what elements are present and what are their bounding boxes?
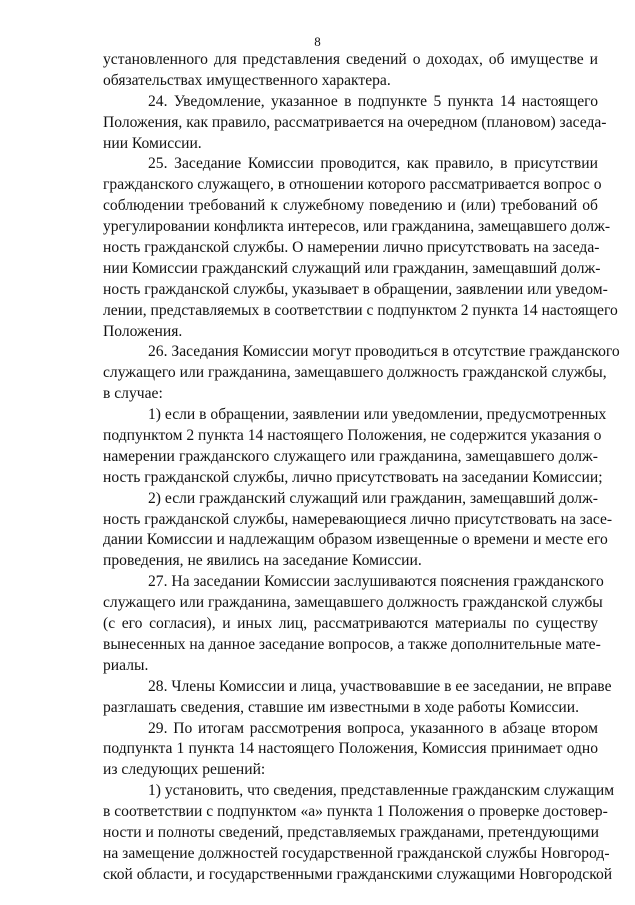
text-line: Положения. bbox=[103, 322, 183, 340]
text-line: подпунктом 2 пункта 14 настоящего Положения, не содержится указания о bbox=[103, 427, 602, 445]
text-line: подпункта 1 пункта 14 настоящего Положения, Комиссия принимает одно bbox=[103, 740, 598, 758]
text-line: гражданского служащего, в отношении которого рассматривается вопрос о bbox=[103, 176, 602, 194]
text-line: 26. Заседания Комиссии могут проводиться в отсутствие гражданского bbox=[148, 343, 620, 361]
text-line: ность гражданской службы. О намерении лично присутствовать на заседа- bbox=[103, 239, 600, 257]
text-line: служащего или гражданина, замещавшего должность гражданской службы bbox=[103, 594, 603, 612]
text-line: нии Комиссии гражданский служащий или гражданин, замещавший долж- bbox=[103, 259, 601, 277]
text-line: служащего или гражданина, замещавшего должность гражданской службы, bbox=[103, 364, 607, 382]
text-line: 25. Заседание Комиссии проводится, как правило, в присутствии bbox=[148, 155, 598, 173]
text-line: установленного для представления сведений о доходах, об имуществе и bbox=[103, 51, 598, 68]
text-line: 29. По итогам рассмотрения вопроса, указанного в абзаце втором bbox=[148, 719, 598, 737]
text-line: урегулировании конфликта интересов, или гражданина, замещавшего долж- bbox=[103, 218, 611, 236]
text-line: ность гражданской службы, лично присутствовать на заседании Комиссии; bbox=[103, 468, 603, 486]
text-line: 1) установить, что сведения, представленные гражданским служащим bbox=[148, 782, 615, 800]
text-line: в соответствии с подпунктом «а» пункта 1 Положения о проверке достовер- bbox=[103, 803, 608, 821]
text-line: 24. Уведомление, указанное в подпункте 5 пункта 14 настоящего bbox=[148, 92, 598, 110]
text-line: риалы. bbox=[103, 656, 149, 674]
text-line: обязательствах имущественного характера. bbox=[103, 71, 391, 89]
text-line: 2) если гражданский служащий или гражданин, замещавший долж- bbox=[148, 489, 598, 507]
text-line: из следующих решений: bbox=[103, 761, 266, 779]
text-line: лении, представляемых в соответствии с подпунктом 2 пункта 14 настоящего bbox=[103, 301, 618, 319]
text-line: разглашать сведения, ставшие им известными в ходе работы Комиссии. bbox=[103, 698, 579, 716]
text-line: ской области, и государственными гражданскими служащими Новгородской bbox=[103, 865, 613, 883]
page-number: 8 bbox=[314, 34, 321, 49]
text-line: проведения, не явились на заседание Комиссии. bbox=[103, 552, 422, 570]
text-line: 27. На заседании Комиссии заслушиваются пояснения гражданского bbox=[148, 573, 604, 591]
text-line: 28. Члены Комиссии и лица, участвовавшие в ее заседании, не вправе bbox=[148, 677, 612, 695]
text-line: дании Комиссии и надлежащим образом извещенные о времени и месте его bbox=[103, 531, 608, 549]
text-line: вынесенных на данное заседание вопросов, а также дополнительные мате- bbox=[103, 635, 601, 653]
text-line: на замещение должностей государственной гражданской службы Новгород- bbox=[103, 844, 610, 862]
text-line: в случае: bbox=[103, 385, 163, 403]
text-line: (с его согласия), и иных лиц, рассматриваются материалы по существу bbox=[103, 615, 598, 633]
text-line: намерении гражданского служащего или гражданина, замещавшего долж- bbox=[103, 447, 598, 465]
text-line: нии Комиссии. bbox=[103, 134, 202, 152]
text-line: Положения, как правило, рассматривается на очередном (плановом) заседа- bbox=[103, 113, 607, 131]
document-body bbox=[103, 50, 620, 886]
text-line: ности и полноты сведений, представляемых гражданами, претендующими bbox=[103, 823, 600, 841]
text-line: 1) если в обращении, заявлении или уведомлении, предусмотренных bbox=[148, 406, 607, 424]
text-line: ность гражданской службы, намеревающиеся лично присутствовать на засе- bbox=[103, 510, 613, 528]
text-line: ность гражданской службы, указывает в обращении, заявлении или уведом- bbox=[103, 280, 608, 298]
text-line: соблюдении требований к служебному поведению и (или) требований об bbox=[103, 197, 598, 215]
